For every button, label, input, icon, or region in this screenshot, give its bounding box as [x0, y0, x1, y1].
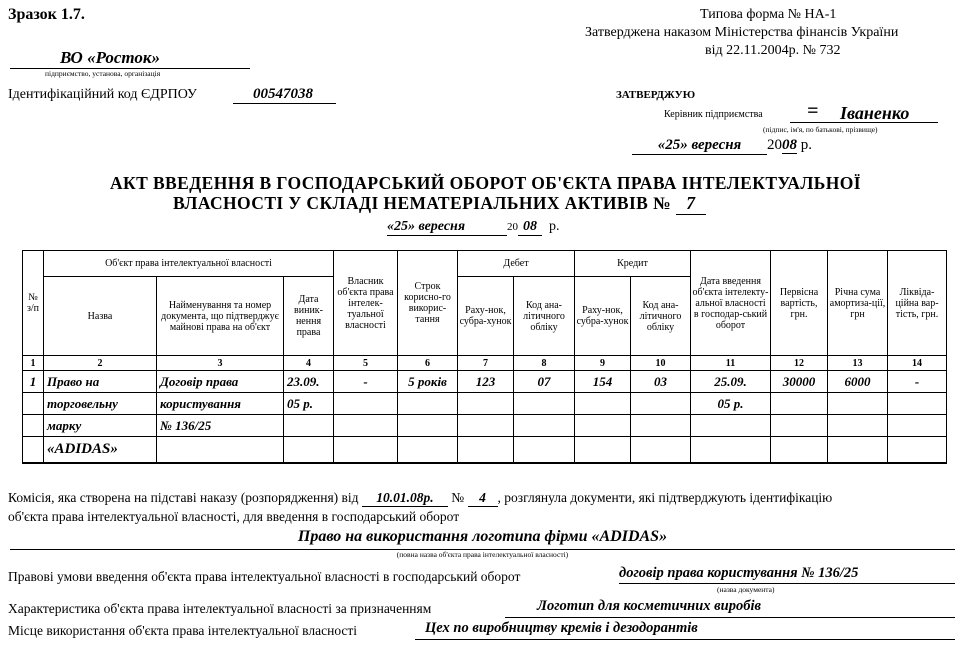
table-cell: 05 р.: [691, 393, 771, 415]
characteristic-value: Логотип для косметичних виробів: [537, 598, 761, 614]
approve-date-month: вересня: [691, 137, 742, 153]
table-cell: [514, 437, 575, 463]
table-cell: торговельну: [44, 393, 157, 415]
edrpou-label: Ідентифікаційний код ЄДРПОУ: [8, 87, 197, 102]
table-cell: [771, 393, 828, 415]
act-date-day: «25»: [387, 219, 415, 234]
header-debit-analytic: Код ана-літичного обліку: [514, 277, 575, 356]
place-value: Цех по виробництву кремів і дезодорантів: [425, 620, 698, 636]
act-year-prefix: 20: [507, 221, 518, 233]
col-number: 7: [458, 356, 514, 371]
col-number: 13: [828, 356, 888, 371]
table-cell: 07: [514, 371, 575, 393]
approve-year: 08: [782, 137, 797, 153]
table-cell: 6000: [828, 371, 888, 393]
approve-title: ЗАТВЕРДЖУЮ: [616, 89, 696, 101]
header-annual-amort: Річна сума амортиза-ції, грн: [828, 251, 888, 356]
header-doc: Найменування та номер документа, що підтверджує майнові права на об'єкт: [157, 277, 284, 356]
approve-year-prefix: 20: [767, 137, 782, 153]
legal-caption: (назва документа): [717, 585, 775, 594]
table-cell: [398, 415, 458, 437]
table-cell: № 136/25: [157, 415, 284, 437]
table-cell: [771, 415, 828, 437]
header-credit-account: Раху-нок, субра-хунок: [575, 277, 631, 356]
table-cell: [398, 437, 458, 463]
table-cell: [458, 437, 514, 463]
order-no-label: №: [451, 490, 465, 505]
act-table: [22, 250, 947, 464]
commission-line1: [8, 490, 832, 507]
full-name-field: [10, 528, 955, 550]
act-date-suffix: р.: [549, 219, 560, 234]
header-liquidation: Ліквіда-ційна вар-тість, грн.: [888, 251, 947, 356]
table-cell: [771, 437, 828, 463]
col-number: 8: [514, 356, 575, 371]
col-number: 2: [44, 356, 157, 371]
table-cell: 123: [458, 371, 514, 393]
table-cell: [514, 415, 575, 437]
header-initial-cost: Первісна вартість, грн.: [771, 251, 828, 356]
table-cell: [575, 393, 631, 415]
head-name: Іваненко: [840, 103, 910, 123]
act-date-month: вересня: [418, 219, 466, 234]
act-number: 7: [676, 193, 706, 215]
table-cell: Договір права: [157, 371, 284, 393]
col-number: 9: [575, 356, 631, 371]
approve-date-day: «25»: [657, 137, 688, 153]
commission-text2: , розглянула документи, які підтверджують ідентифікацію: [497, 490, 833, 505]
head-label: Керівник підприємства: [664, 109, 763, 120]
table-cell: [888, 393, 947, 415]
table-cell: 30000: [771, 371, 828, 393]
col-number: 6: [398, 356, 458, 371]
table-cell: 154: [575, 371, 631, 393]
head-caption: (підпис, ім'я, по батькові, прізвище): [763, 125, 878, 134]
table-row: [23, 371, 947, 393]
act-date: [387, 219, 560, 236]
full-name-value: Право на використання логотипа фірми «ADIDAS»: [297, 528, 668, 545]
approve-date: [632, 137, 812, 155]
header-term: Строк корисно-го викорис-тання: [398, 251, 458, 356]
col-number: 3: [157, 356, 284, 371]
col-number: 11: [691, 356, 771, 371]
table-cell: 03: [631, 371, 691, 393]
header-issue-date: Дата виник-нення права: [284, 277, 334, 356]
table-cell: 5 років: [398, 371, 458, 393]
table-cell: -: [334, 371, 398, 393]
table-row: [23, 393, 947, 415]
head-signature-line: [790, 100, 938, 123]
place-field: [415, 620, 955, 640]
table-cell: 23.09.: [284, 371, 334, 393]
table-cell: [691, 437, 771, 463]
table-cell: марку: [44, 415, 157, 437]
table-cell: [631, 415, 691, 437]
table-cell: -: [888, 371, 947, 393]
table-cell: [458, 393, 514, 415]
act-year: 08: [518, 219, 542, 236]
col-number: 12: [771, 356, 828, 371]
table-cell: [157, 437, 284, 463]
edrpou-field: [233, 86, 336, 104]
organization-caption: підприємство, установа, організація: [45, 69, 161, 78]
table-cell: [334, 415, 398, 437]
order-date: 10.01.08р.: [362, 490, 448, 507]
table-cell: [514, 393, 575, 415]
act-title-line2: [173, 193, 706, 215]
header-entry-date: Дата введення об'єкта інтелекту-альної власності в господар-ський оборот: [691, 251, 771, 356]
header-debit-account: Раху-нок, субра-хунок: [458, 277, 514, 356]
order-number: 4: [468, 490, 498, 507]
table-cell: [828, 415, 888, 437]
table-cell: [828, 393, 888, 415]
table-cell: [23, 437, 44, 463]
table-cell: 05 р.: [284, 393, 334, 415]
characteristic-label: Характеристика об'єкта права інтелектуальної власності за призначенням: [8, 601, 432, 616]
table-cell: [828, 437, 888, 463]
legal-field: [619, 564, 955, 584]
col-number: 10: [631, 356, 691, 371]
table-row: [23, 437, 947, 463]
table-cell: [334, 393, 398, 415]
place-label: Місце використання об'єкта права інтелектуальної власності: [8, 623, 358, 638]
col-number: 1: [23, 356, 44, 371]
table-cell: [284, 437, 334, 463]
header-debit: Дебет: [458, 251, 575, 277]
full-name-caption: (повна назва об'єкта права інтелектуальної власності): [396, 550, 569, 559]
form-approval-date: від 22.11.2004р. № 732: [705, 43, 841, 58]
form-approved-by: Затверджена наказом Міністерства фінансів України: [585, 25, 899, 40]
table-cell: [458, 415, 514, 437]
table-cell: [691, 415, 771, 437]
head-signature: =: [807, 100, 819, 122]
header-name: Назва: [44, 277, 157, 356]
header-object-group: Об'єкт права інтелектуальної власності: [44, 251, 334, 277]
table-cell: [398, 393, 458, 415]
header-credit: Кредит: [575, 251, 691, 277]
sample-label: Зразок 1.7.: [8, 6, 85, 23]
table-cell: [23, 415, 44, 437]
table-cell: [631, 437, 691, 463]
organization-line: [10, 48, 250, 69]
table-cell: «ADIDAS»: [44, 437, 157, 463]
table-cell: 1: [23, 371, 44, 393]
organization-name: ВО «Росток»: [60, 48, 160, 67]
table-cell: [888, 415, 947, 437]
table-cell: [575, 437, 631, 463]
table-cell: [631, 393, 691, 415]
header-owner: Власник об'єкта права інтелек-туальної власності: [334, 251, 398, 356]
col-number: 4: [284, 356, 334, 371]
header-credit-analytic: Код ана-літичного обліку: [631, 277, 691, 356]
legal-label: Правові умови введення об'єкта права інтелектуальної власності в господарський оборот: [8, 569, 521, 584]
column-numbers-row: [23, 356, 947, 371]
table-cell: [888, 437, 947, 463]
commission-text1: Комісія, яка створена на підставі наказу (розпорядження) від: [8, 490, 359, 505]
table-cell: [284, 415, 334, 437]
act-title-line1: АКТ ВВЕДЕННЯ В ГОСПОДАРСЬКИЙ ОБОРОТ ОБ'ЄКТА ПРАВА ІНТЕЛЕКТУАЛЬНОЇ: [110, 173, 861, 193]
table-cell: користування: [157, 393, 284, 415]
table-cell: 25.09.: [691, 371, 771, 393]
approve-date-suffix: р.: [800, 137, 812, 153]
legal-value: договір права користування № 136/25: [619, 565, 859, 581]
edrpou-value: 00547038: [253, 86, 313, 102]
col-number: 5: [334, 356, 398, 371]
form-type: Типова форма № НА-1: [700, 7, 837, 22]
table-row: [23, 415, 947, 437]
table-cell: Право на: [44, 371, 157, 393]
commission-line2: об'єкта права інтелектуальної власності, для введення в господарський оборот: [8, 509, 460, 524]
table-cell: [23, 393, 44, 415]
characteristic-field: [505, 598, 955, 618]
table-cell: [575, 415, 631, 437]
col-number: 14: [888, 356, 947, 371]
act-title-text: ВЛАСНОСТІ У СКЛАДІ НЕМАТЕРІАЛЬНИХ АКТИВІВ №: [173, 193, 671, 213]
header-no: № з/п: [23, 251, 44, 356]
table-cell: [334, 437, 398, 463]
